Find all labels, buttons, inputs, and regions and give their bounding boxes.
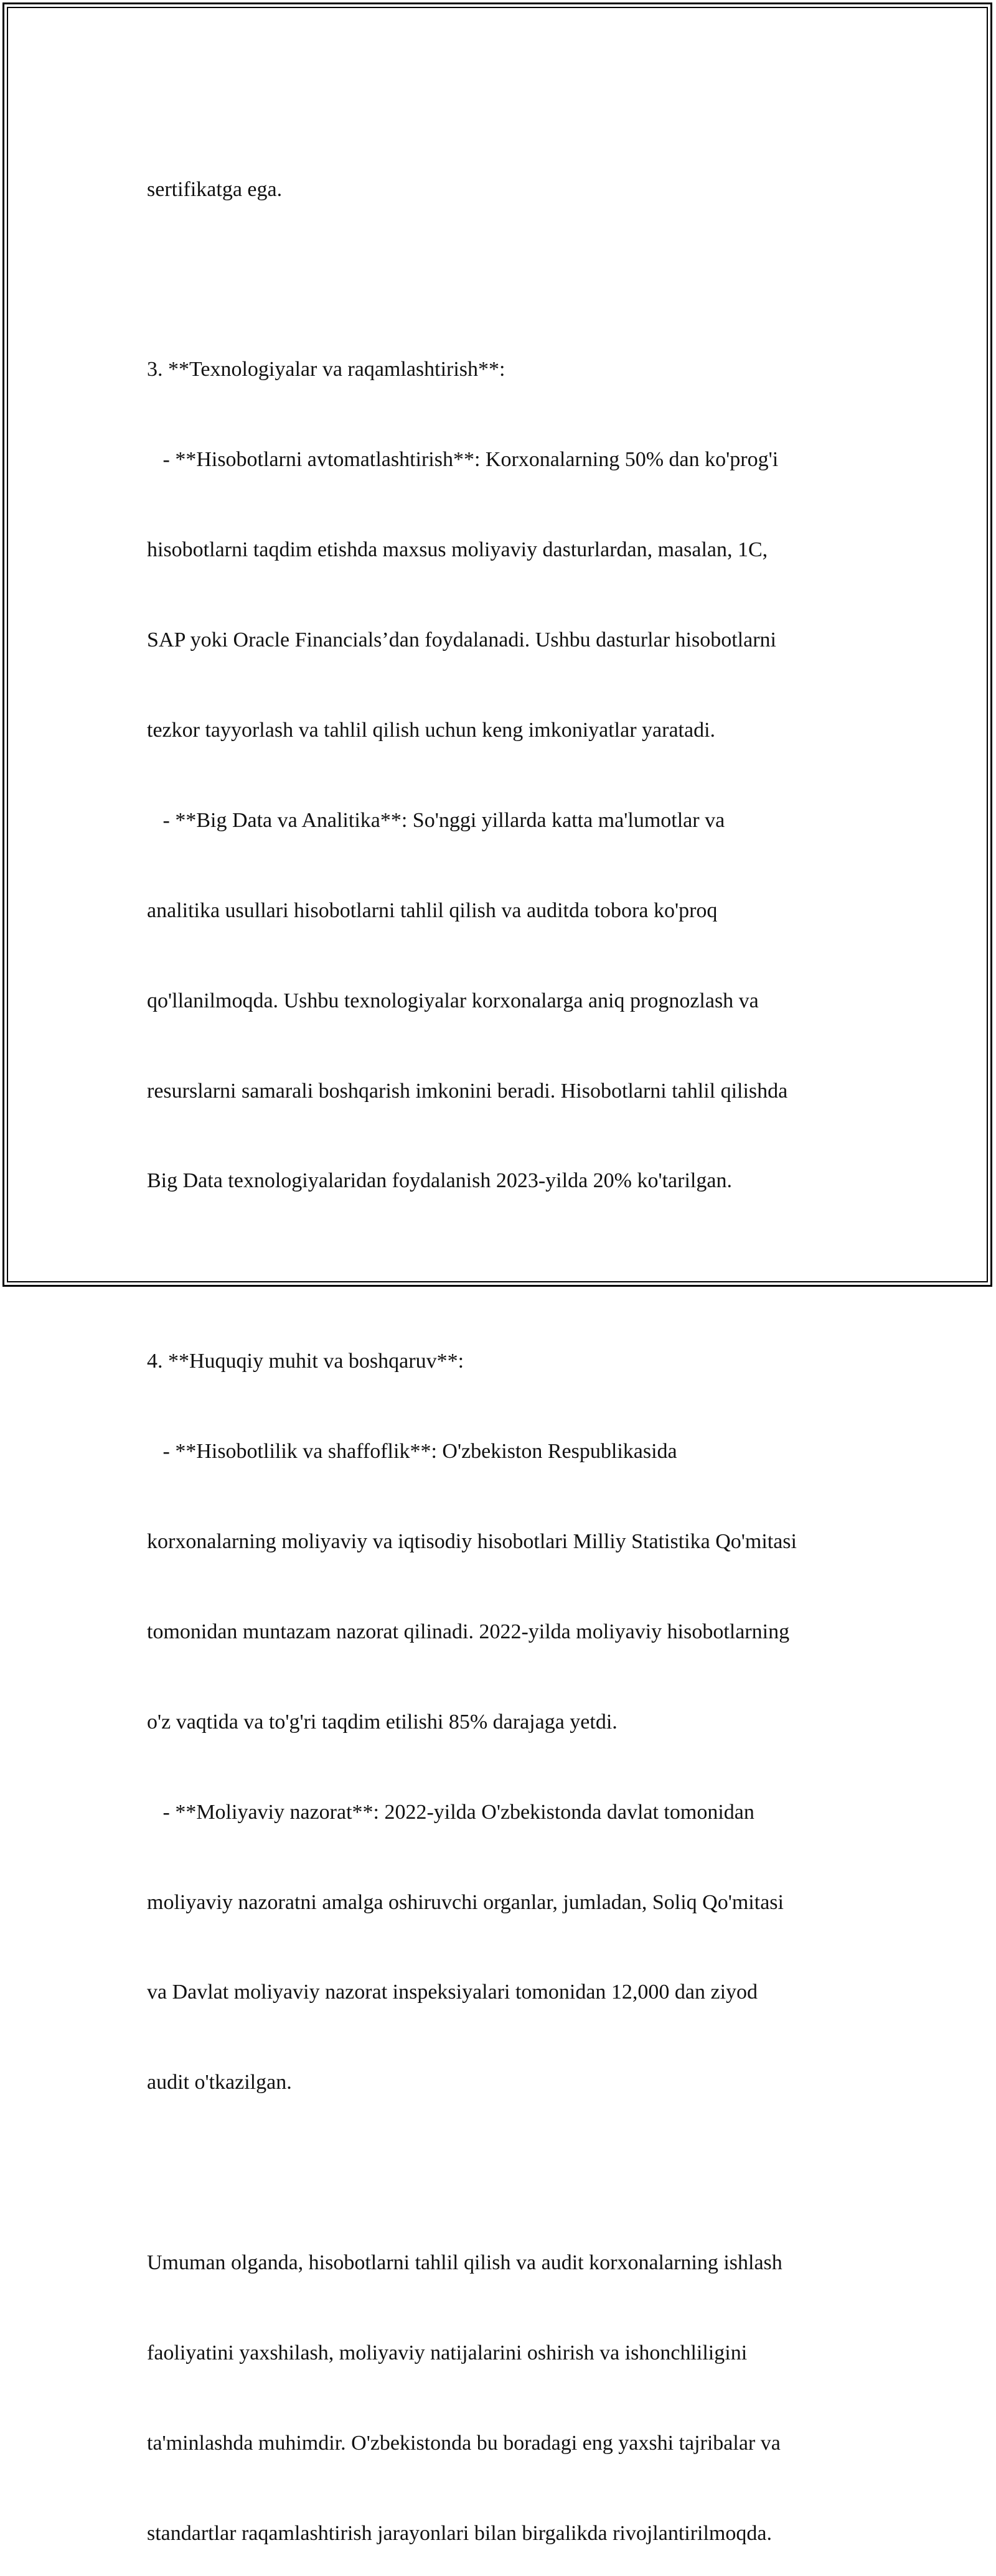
text-line: audit o'tkazilgan. bbox=[147, 2071, 292, 2094]
blank-line bbox=[147, 1256, 863, 1286]
text-line: tezkor tayyorlash va tahlil qilish uchun keng imkoniyatlar yaratadi. bbox=[147, 718, 716, 742]
bullet-hisobotlilik: - **Hisobotlilik va shaffoflik**: O'zbekiston Respublikasida bbox=[147, 1440, 677, 1463]
text-line: korxonalarning moliyaviy va iqtisodiy hisobotlari Milliy Statistika Qo'mitasi bbox=[147, 1529, 797, 1553]
text-line: standartlar raqamlashtirish jarayonlari bilan birgalikda rivojlantirilmoqda. bbox=[147, 2521, 772, 2545]
text-line: sertifikatga ega. bbox=[147, 177, 283, 201]
text-line: analitika usullari hisobotlarni tahlil qilish va auditda tobora ko'proq bbox=[147, 898, 718, 922]
text-line: Big Data texnologiyalaridan foydalanish 2023-yilda 20% ko'tarilgan. bbox=[147, 1169, 732, 1193]
text-line: moliyaviy nazoratni amalga oshiruvchi organlar, jumladan, Soliq Qo'mitasi bbox=[147, 1890, 784, 1914]
text-line: faoliyatini yaxshilash, moliyaviy natijalarini oshirish va ishonchliligini bbox=[147, 2341, 748, 2364]
text-line: o'z vaqtida va to'g'ri taqdim etilishi 85% darajaga yetdi. bbox=[147, 1710, 618, 1734]
text-line: ta'minlashda muhimdir. O'zbekistonda bu boradagi eng yaxshi tajribalar va bbox=[147, 2431, 781, 2455]
text-line: va Davlat moliyaviy nazorat inspeksiyalari tomonidan 12,000 dan ziyod bbox=[147, 1981, 758, 2004]
conclusion-line: Umuman olganda, hisobotlarni tahlil qilish va audit korxonalarning ishlash bbox=[147, 2251, 782, 2275]
section-heading-4: 4. **Huquqiy muhit va boshqaruv**: bbox=[147, 1350, 464, 1373]
blank-line bbox=[147, 2158, 863, 2188]
section-heading-3: 3. **Texnologiyalar va raqamlashtirish**: bbox=[147, 358, 505, 381]
bullet-moliyaviy-nazorat: - **Moliyaviy nazorat**: 2022-yilda O'zbekistonda davlat tomonidan bbox=[147, 1800, 754, 1824]
text-line: hisobotlarni taqdim etishda maxsus moliyaviy dasturlardan, masalan, 1C, bbox=[147, 538, 768, 562]
text-line: resurslarni samarali boshqarish imkonini beradi. Hisobotlarni tahlil qilishda bbox=[147, 1079, 788, 1103]
text-line: tomonidan muntazam nazorat qilinadi. 2022-yilda moliyaviy hisobotlarning bbox=[147, 1620, 790, 1643]
document-body bbox=[147, 114, 863, 2576]
text-line: qo'llanilmoqda. Ushbu texnologiyalar korxonalarga aniq prognozlash va bbox=[147, 989, 759, 1012]
bullet-big-data: - **Big Data va Analitika**: So'nggi yillarda katta ma'lumotlar va bbox=[147, 808, 725, 832]
blank-line bbox=[147, 264, 863, 294]
text-line: SAP yoki Oracle Financials’dan foydalanadi. Ushbu dasturlar hisobotlarni bbox=[147, 628, 776, 652]
bullet-hisobotlarni-avtomatlashtirish: - **Hisobotlarni avtomatlashtirish**: Korxonalarning 50% dan ko'prog'i bbox=[147, 448, 779, 472]
